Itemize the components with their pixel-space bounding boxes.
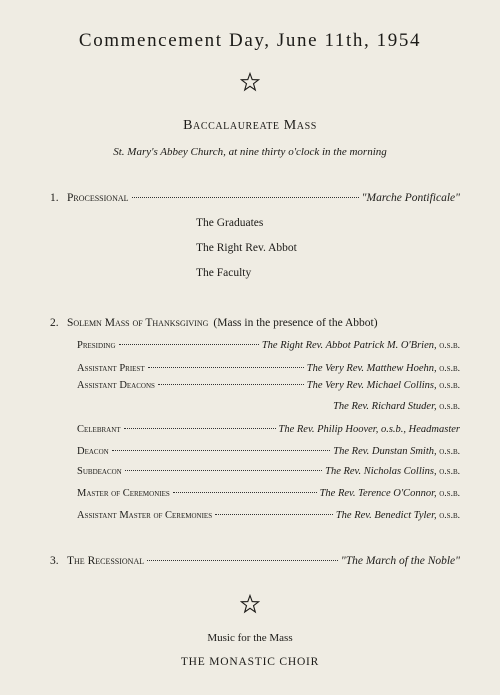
choir-name: THE MONASTIC CHOIR	[180, 656, 320, 668]
role-name-continuation: The Rev. Richard Studer, o.s.b.	[333, 401, 460, 412]
role-label: Assistant Master of Ceremonies	[77, 510, 213, 521]
participant-graduates: The Graduates	[196, 217, 264, 229]
role-label: Master of Ceremonies	[77, 488, 170, 499]
role-label: Assistant Priest	[77, 363, 145, 374]
role-row-assistant-master-of-ceremonies	[77, 510, 460, 525]
dot-leader	[124, 428, 276, 429]
solemn-mass-label: Solemn Mass of Thanksgiving	[67, 317, 209, 329]
role-row-celebrant	[77, 424, 460, 439]
music-label: Music for the Mass	[207, 632, 293, 644]
mass-heading: Baccalaureate Mass	[183, 118, 317, 133]
page-title: Commencement Day, June 11th, 1954	[78, 30, 422, 51]
recessional-number: 3.	[50, 555, 59, 567]
role-name: The Rev. Dunstan Smith, o.s.b.	[333, 446, 460, 457]
star-icon	[240, 72, 260, 92]
dot-leader	[147, 560, 338, 561]
processional-number: 1.	[50, 192, 59, 204]
dot-leader	[215, 514, 333, 515]
solemn-mass-line	[50, 317, 460, 333]
mass-location: St. Mary's Abbey Church, at nine thirty o'clock in the morning	[113, 146, 387, 158]
solemn-mass-number: 2.	[50, 317, 59, 329]
role-row-deacon	[77, 446, 460, 461]
recessional-title: "The March of the Noble"	[340, 555, 460, 567]
processional-title: "Marche Pontificale"	[361, 192, 460, 204]
dot-leader	[119, 344, 259, 345]
role-name: The Rev. Nicholas Collins, o.s.b.	[325, 466, 460, 477]
role-label: Celebrant	[77, 424, 121, 435]
role-name: The Right Rev. Abbot Patrick M. O'Brien, o.s.b.	[261, 340, 460, 351]
recessional-label: The Recessional	[67, 555, 145, 567]
role-name: The Rev. Philip Hoover, o.s.b., Headmaster	[278, 424, 460, 435]
role-label: Deacon	[77, 446, 109, 457]
participant-faculty: The Faculty	[196, 267, 252, 279]
role-label: Presiding	[77, 340, 116, 351]
role-row-master-of-ceremonies	[77, 488, 460, 503]
role-row-presiding	[77, 340, 460, 355]
dot-leader	[173, 492, 317, 493]
dot-leader	[158, 384, 304, 385]
dot-leader	[125, 470, 322, 471]
role-name: The Rev. Terence O'Connor, o.s.b.	[319, 488, 460, 499]
processional-label: Processional	[67, 192, 129, 204]
role-name: The Very Rev. Matthew Hoehn, o.s.b.	[306, 363, 460, 374]
dot-leader	[112, 450, 331, 451]
role-name: The Rev. Benedict Tyler, o.s.b.	[335, 510, 460, 521]
processional-line	[50, 192, 460, 208]
solemn-mass-note: (Mass in the presence of the Abbot)	[213, 317, 378, 329]
participant-abbot: The Right Rev. Abbot	[196, 242, 297, 254]
role-label: Assistant Deacons	[77, 380, 155, 391]
role-row-assistant-deacons	[77, 380, 460, 395]
dot-leader	[148, 367, 304, 368]
dot-leader	[132, 197, 359, 198]
star-icon	[240, 594, 260, 614]
role-name: The Very Rev. Michael Collins, o.s.b.	[306, 380, 460, 391]
recessional-line	[50, 555, 460, 571]
role-label: Subdeacon	[77, 466, 122, 477]
role-row-assistant-priest	[77, 363, 460, 378]
role-row-subdeacon	[77, 466, 460, 481]
